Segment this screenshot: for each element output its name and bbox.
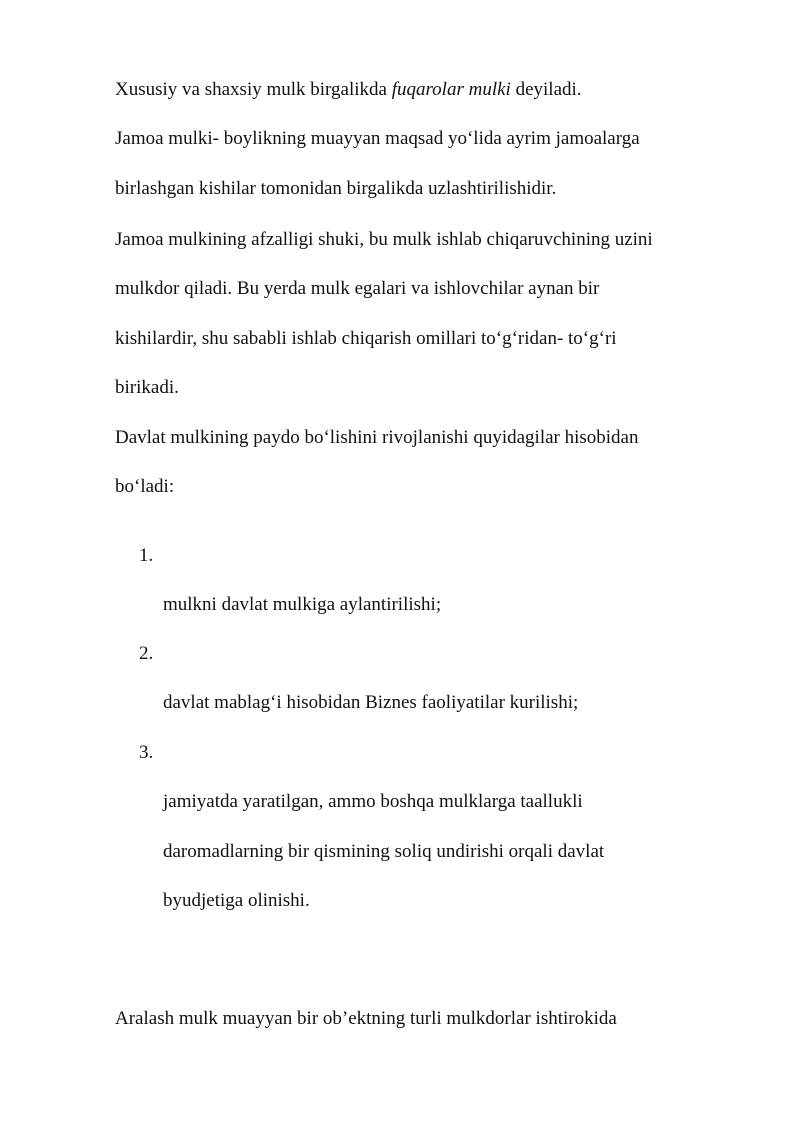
paragraph-jamoa-mulki-line-2: birlashgan kishilar tomonidan birgalikda uzlashtirilishidir. <box>115 178 557 199</box>
list-item-1-line-1: mulkni davlat mulkiga aylantirilishi; <box>163 594 442 615</box>
list-item-3-line-3: byudjetiga olinishi. <box>163 890 310 911</box>
paragraph-afzalligi-line-1: Jamoa mulkining afzalligi shuki, bu mulk ishlab chiqaruvchining uzini <box>115 229 653 250</box>
paragraph-text: deyiladi. <box>510 79 582 100</box>
list-number-2: 2. <box>139 643 154 664</box>
paragraph-davlat-mulki-line-2: bo‘ladi: <box>115 476 175 497</box>
list-item-2-line-1: davlat mablag‘i hisobidan Biznes faoliyatilar kurilishi; <box>163 692 579 713</box>
paragraph-jamoa-mulki-line-1: Jamoa mulki- boylikning muayyan maqsad yo‘lida ayrim jamoalarga <box>115 128 640 149</box>
list-item-3-line-1: jamiyatda yaratilgan, ammo boshqa mulklarga taallukli <box>163 791 583 812</box>
paragraph-afzalligi-line-2: mulkdor qiladi. Bu yerda mulk egalari va ishlovchilar aynan bir <box>115 278 600 299</box>
paragraph-afzalligi-line-3: kishilardir, shu sababli ishlab chiqarish omillari to‘g‘ridan- to‘g‘ri <box>115 328 617 349</box>
list-number-1: 1. <box>139 545 154 566</box>
list-item-3-line-2: daromadlarning bir qismining soliq undirishi orqali davlat <box>163 841 605 862</box>
paragraph-afzalligi-line-4: birikadi. <box>115 377 179 398</box>
list-number-3: 3. <box>139 742 154 763</box>
paragraph-text: Xususiy va shaxsiy mulk birgalikda <box>115 79 392 100</box>
paragraph-davlat-mulki-line-1: Davlat mulkining paydo bo‘lishini rivojlanishi quyidagilar hisobidan <box>115 427 639 448</box>
paragraph-fuqarolar-mulki <box>115 78 582 102</box>
paragraph-aralash-mulk-line-1: Aralash mulk muayyan bir ob’ektning turli mulkdorlar ishtirokida <box>115 1008 617 1029</box>
emphasized-term: fuqarolar mulki <box>391 79 511 100</box>
